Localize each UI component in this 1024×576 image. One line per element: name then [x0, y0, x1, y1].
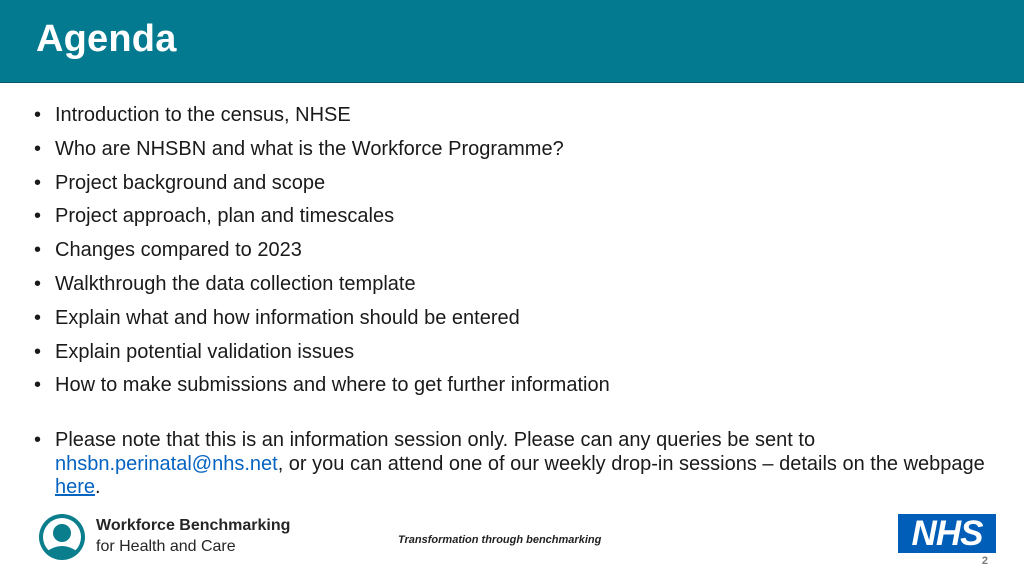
person-circle-icon	[38, 512, 88, 562]
agenda-item: • Who are NHSBN and what is the Workforce Programme?	[34, 138, 994, 172]
tagline: Transformation through benchmarking	[398, 534, 602, 546]
email-link[interactable]: nhsbn.perinatal@nhs.net	[55, 452, 278, 475]
agenda-item: • How to make submissions and where to get further information	[34, 374, 994, 408]
agenda-item: • Walkthrough the data collection template	[34, 273, 994, 307]
info-note	[34, 429, 994, 500]
nhsbn-logo	[38, 512, 308, 564]
note-text-middle: , or you can attend one of our weekly drop-in sessions – details on the webpage	[277, 452, 985, 475]
page-title: Agenda	[36, 18, 177, 60]
agenda-item: • Introduction to the census, NHSE	[34, 104, 994, 138]
agenda-item: • Project approach, plan and timescales	[34, 205, 994, 239]
agenda-item: • Explain potential validation issues	[34, 341, 994, 375]
webpage-link[interactable]: here	[55, 476, 96, 498]
logo-text	[96, 515, 290, 557]
logo-line-1: Workforce Benchmarking	[96, 517, 291, 534]
agenda-item: • Explain what and how information should be entered	[34, 307, 994, 341]
nhs-logo-text: NHS	[911, 514, 983, 553]
agenda-item: • Changes compared to 2023	[34, 239, 994, 273]
page-number: 2	[981, 555, 988, 567]
logo-line-2: for Health and Care	[96, 538, 236, 555]
nhs-logo	[898, 514, 996, 553]
note-text-before: Please note that this is an information session only. Please can any queries be sent to	[55, 429, 816, 451]
agenda-item: • Project background and scope	[34, 172, 994, 206]
title-bar	[0, 0, 1024, 83]
note-text-after: .	[95, 476, 101, 498]
agenda-list	[34, 104, 994, 408]
info-note-text	[34, 429, 994, 500]
